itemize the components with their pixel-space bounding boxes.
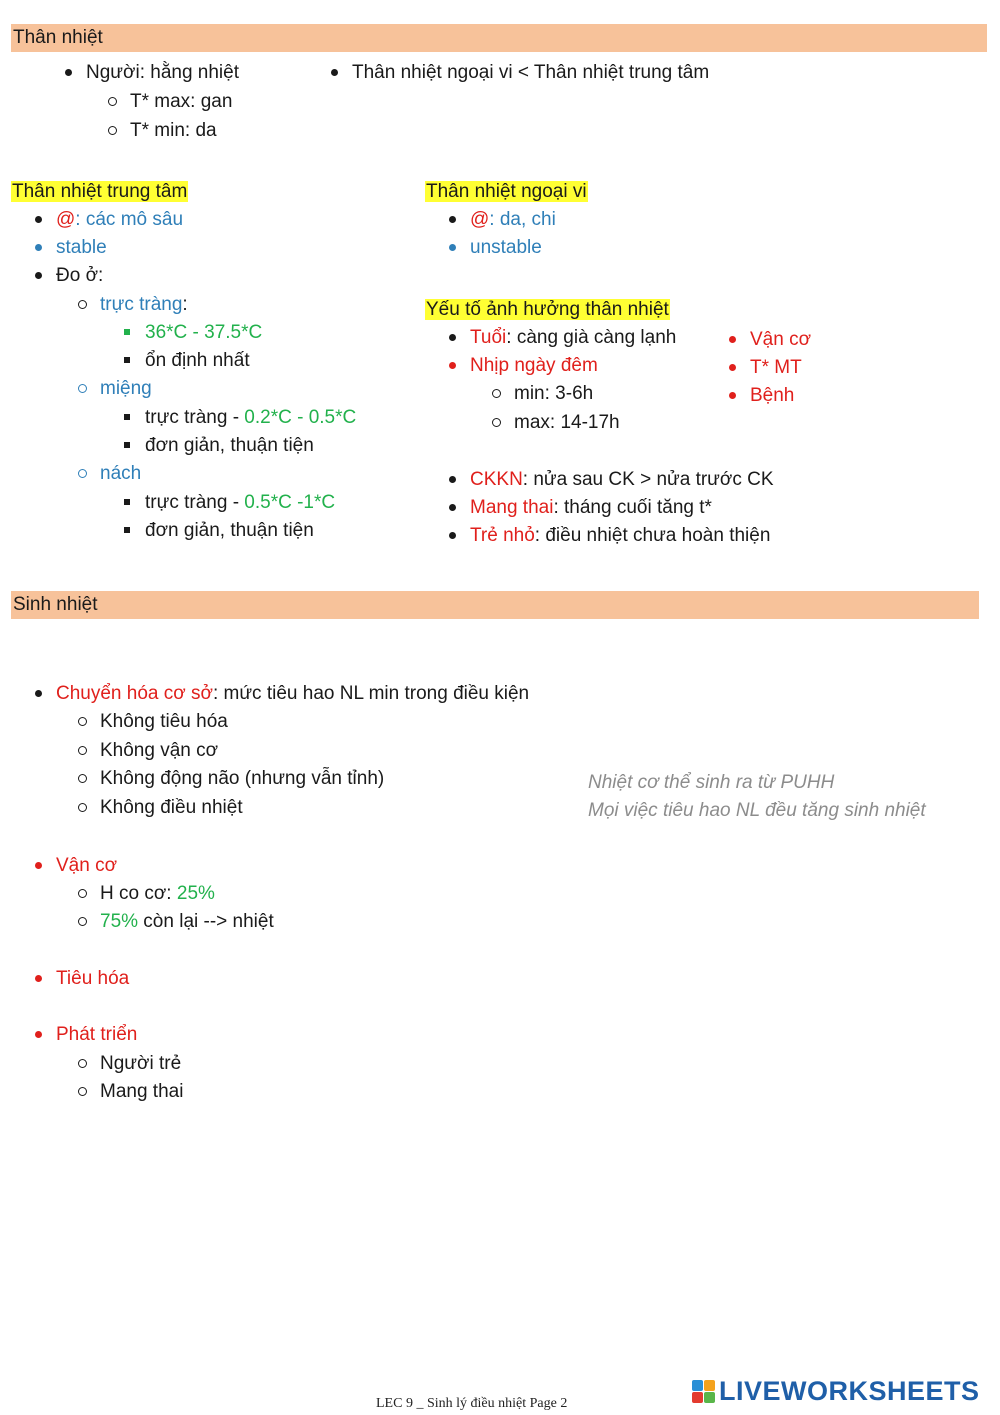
logo-tile-w <box>704 1380 715 1391</box>
list-item-peripheral-location: @: da, chi <box>446 207 556 233</box>
factors-heading: Yếu tố ảnh hưởng thân nhiệt <box>426 299 669 320</box>
logo-tile-s <box>704 1392 715 1403</box>
liveworksheets-brand <box>692 1377 980 1405</box>
peripheral-temp-heading: Thân nhiệt ngoại vi <box>426 181 587 202</box>
section-title: Thân nhiệt <box>13 27 103 48</box>
list-item-child: Trẻ nhỏ: điều nhiệt chưa hoàn thiện <box>446 523 770 549</box>
logo-tile-v <box>692 1392 703 1403</box>
list-item-tmin: T* min: da <box>106 118 217 144</box>
list-item-min: min: 3-6h <box>490 381 593 407</box>
list-item-unstable: unstable <box>446 235 542 261</box>
list-item-no-thermoregulation: Không điều nhiệt <box>76 795 243 821</box>
list-item-mouth-range: trực tràng - 0.2*C - 0.5*C <box>121 405 356 431</box>
list-item-age: Tuổi: càng già càng lạnh <box>446 325 676 351</box>
section-header-sinh-nhiet <box>11 591 979 619</box>
list-item-tmax: T* max: gan <box>106 89 232 115</box>
liveworksheets-logo-icon <box>692 1380 715 1403</box>
brand-name: LIVEWORKSHEETS <box>719 1375 980 1406</box>
core-temp-heading: Thân nhiệt trung tâm <box>12 181 188 202</box>
list-item-max: max: 14-17h <box>490 410 620 436</box>
list-item-no-muscle: Không vận cơ <box>76 738 218 764</box>
list-item-h-contraction: H co cơ: 25% <box>76 881 215 907</box>
list-item-core-location: @: các mô sâu <box>32 207 183 233</box>
list-item-growth: Phát triển <box>32 1022 137 1048</box>
section-header-than-nhiet <box>11 24 987 52</box>
list-item-rectal-range: 36*C - 37.5*C <box>121 320 262 346</box>
list-item-muscle: Vận cơ <box>726 327 811 353</box>
list-item-mouth: miệng <box>76 376 152 402</box>
list-item-remaining-heat: 75% còn lại --> nhiệt <box>76 909 274 935</box>
list-item-no-digestion: Không tiêu hóa <box>76 709 228 735</box>
list-item-armpit-range: trực tràng - 0.5*C -1*C <box>121 490 335 516</box>
list-item-compare: Thân nhiệt ngoại vi < Thân nhiệt trung tâm <box>328 60 709 86</box>
side-note-1: Nhiệt cơ thể sinh ra từ PUHH <box>588 772 835 793</box>
list-item-young: Người trẻ <box>76 1051 181 1077</box>
list-item-rectal-note: ổn định nhất <box>121 348 250 374</box>
list-item-digestion: Tiêu hóa <box>32 966 129 992</box>
list-item-pregnancy: Mang thai: tháng cuối tăng t* <box>446 495 712 521</box>
logo-tile-l <box>692 1380 703 1391</box>
list-item-ckkn: CKKN: nửa sau CK > nửa trước CK <box>446 467 774 493</box>
list-item-muscle-activity: Vận cơ <box>32 853 117 879</box>
list-item-bmr: Chuyển hóa cơ sở: mức tiêu hao NL min trong điều kiện <box>32 681 529 707</box>
side-note-2: Mọi việc tiêu hao NL đều tăng sinh nhiệt <box>588 800 926 821</box>
page-footer: LEC 9 _ Sinh lý điều nhiệt Page 2 <box>376 1396 568 1411</box>
list-item-person: Người: hằng nhiệt <box>62 60 239 86</box>
list-item-pregnant: Mang thai <box>76 1079 183 1105</box>
section-title: Sinh nhiệt <box>13 594 98 615</box>
list-item-measure: Đo ở: <box>32 263 103 289</box>
list-item-armpit-note: đơn giản, thuận tiện <box>121 518 314 544</box>
list-item-stable: stable <box>32 235 107 261</box>
list-item-no-brain: Không động não (nhưng vẫn tỉnh) <box>76 766 384 792</box>
list-item-circadian: Nhịp ngày đêm <box>446 353 598 379</box>
list-item-env-temp: T* MT <box>726 355 802 381</box>
list-item-armpit: nách <box>76 461 141 487</box>
list-item-mouth-note: đơn giản, thuận tiện <box>121 433 314 459</box>
list-item-rectal: trực tràng: <box>76 292 188 318</box>
list-item-disease: Bệnh <box>726 383 794 409</box>
